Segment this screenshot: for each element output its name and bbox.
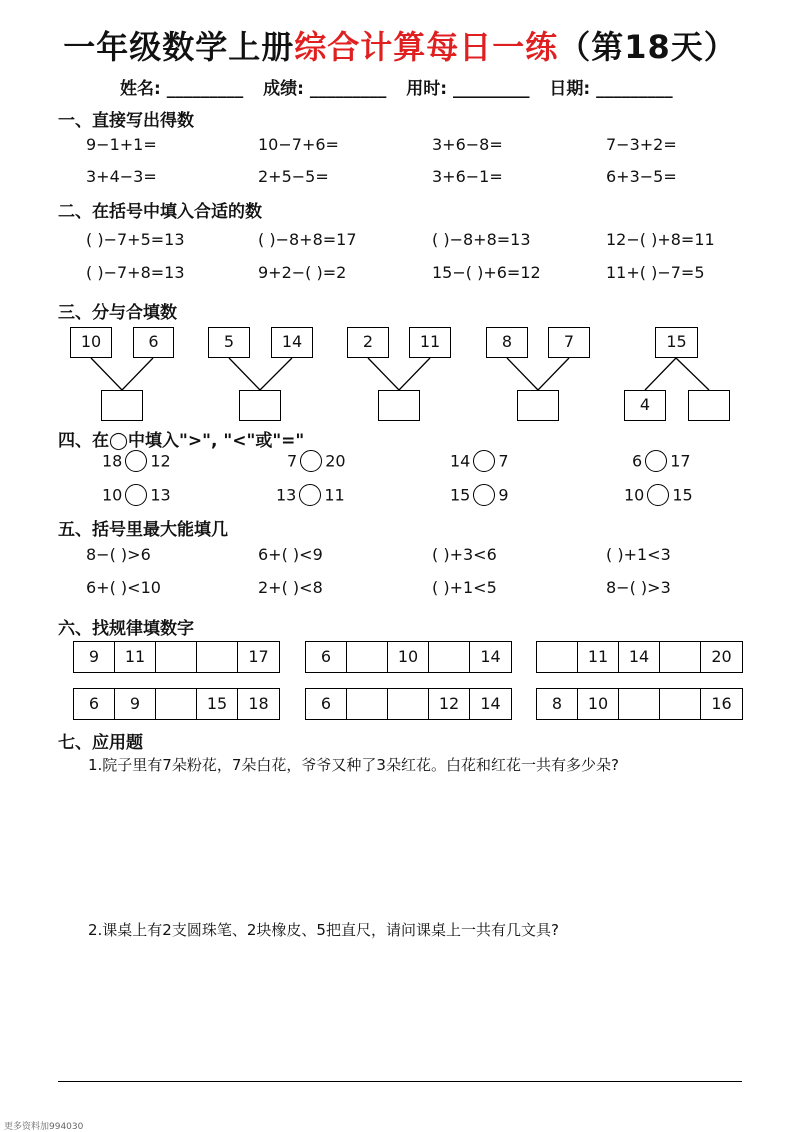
s5-q: ( )+1<5 <box>432 578 497 597</box>
split-top-box: 2 <box>347 327 389 358</box>
score-field[interactable]: 成绩: _________ <box>263 79 387 99</box>
seq-cell[interactable] <box>660 642 701 672</box>
sequence-row <box>73 641 280 673</box>
seq-cell[interactable] <box>156 642 197 672</box>
split-top-box: 10 <box>70 327 112 358</box>
word-problem-1: 1.院子里有7朵粉花，7朵白花，爷爷又种了3朵红花。白花和红花一共有多少朵? <box>88 756 619 774</box>
s2-q: ( )−7+5=13 <box>86 230 185 249</box>
section-5-heading: 五、括号里最大能填几 <box>58 520 228 540</box>
seq-cell: 6 <box>306 642 347 672</box>
seq-cell: 6 <box>306 689 347 719</box>
combine-answer-box[interactable] <box>688 390 730 421</box>
section-7-heading: 七、应用题 <box>58 733 143 753</box>
compare-item: 6 17 <box>632 451 691 471</box>
seq-cell: 9 <box>74 642 115 672</box>
split-answer-box[interactable] <box>101 390 143 421</box>
section-1-heading: 一、直接写出得数 <box>58 111 194 131</box>
seq-cell: 10 <box>388 642 429 672</box>
footer-note: 更多资料加994030 <box>4 1122 84 1132</box>
s2-q: ( )−8+8=17 <box>258 230 357 249</box>
seq-cell[interactable] <box>429 642 470 672</box>
combine-top-box: 15 <box>655 327 698 358</box>
name-field[interactable]: 姓名: _________ <box>120 79 244 99</box>
section-6-heading: 六、找规律填数字 <box>58 619 194 639</box>
split-diagram-lines <box>0 0 800 440</box>
word-problem-2: 2.课桌上有2支圆珠笔、2块橡皮、5把直尺，请问课桌上一共有几文具? <box>88 921 559 939</box>
s1-q: 3+4−3= <box>86 167 157 186</box>
compare-circle[interactable] <box>125 484 147 506</box>
s5-q: 8−( )>3 <box>606 578 671 597</box>
split-top-box: 8 <box>486 327 528 358</box>
seq-cell[interactable] <box>619 689 660 719</box>
seq-cell: 18 <box>248 694 269 713</box>
time-field[interactable]: 用时: _________ <box>406 79 530 99</box>
sequence-row <box>305 641 512 673</box>
seq-cell: 10 <box>578 689 619 719</box>
seq-cell[interactable] <box>537 642 578 672</box>
combine-part-box: 4 <box>624 390 666 421</box>
compare-circle[interactable] <box>300 450 322 472</box>
seq-cell: 6 <box>74 689 115 719</box>
split-top-box: 14 <box>271 327 313 358</box>
s5-q: 2+( )<8 <box>258 578 323 597</box>
seq-cell: 14 <box>480 647 501 666</box>
seq-cell: 12 <box>429 689 470 719</box>
compare-circle[interactable] <box>473 484 495 506</box>
seq-cell[interactable] <box>197 642 238 672</box>
seq-cell[interactable] <box>156 689 197 719</box>
s2-q: 9+2−( )=2 <box>258 263 347 282</box>
date-field[interactable]: 日期: _________ <box>549 79 673 99</box>
sequence-row <box>73 688 280 720</box>
s2-q: 15−( )+6=12 <box>432 263 541 282</box>
s5-q: 8−( )>6 <box>86 545 151 564</box>
compare-item: 10 15 <box>624 485 693 505</box>
s5-q: ( )+1<3 <box>606 545 671 564</box>
compare-item: 15 9 <box>450 485 509 505</box>
split-top-box: 6 <box>133 327 174 358</box>
s2-q: ( )−8+8=13 <box>432 230 531 249</box>
sequence-row <box>536 688 743 720</box>
title-black: 一年级数学上册 <box>63 28 295 66</box>
s5-q: ( )+3<6 <box>432 545 497 564</box>
seq-cell[interactable] <box>347 642 388 672</box>
sequence-row <box>536 641 743 673</box>
seq-cell: 11 <box>115 642 156 672</box>
compare-item: 10 13 <box>102 485 171 505</box>
title-red: 综合计算每日一练 <box>294 28 559 66</box>
seq-cell: 8 <box>537 689 578 719</box>
seq-cell: 20 <box>711 647 732 666</box>
s1-q: 3+6−8= <box>432 135 503 154</box>
split-answer-box[interactable] <box>239 390 281 421</box>
split-top-box: 11 <box>409 327 451 358</box>
compare-item: 18 12 <box>102 451 171 471</box>
s1-q: 9−1+1= <box>86 135 157 154</box>
seq-cell: 9 <box>115 689 156 719</box>
split-answer-box[interactable] <box>517 390 559 421</box>
s1-q: 3+6−1= <box>432 167 503 186</box>
seq-cell: 14 <box>480 694 501 713</box>
compare-circle[interactable] <box>473 450 495 472</box>
compare-circle[interactable] <box>647 484 669 506</box>
compare-circle[interactable] <box>125 450 147 472</box>
seq-cell: 15 <box>197 689 238 719</box>
seq-cell[interactable] <box>388 689 429 719</box>
compare-item: 13 11 <box>276 485 345 505</box>
title-day: （第18天） <box>558 28 737 66</box>
sequence-row <box>305 688 512 720</box>
section-4-heading: 四、在◯中填入">", "<"或"=" <box>58 431 305 451</box>
seq-cell: 16 <box>711 694 732 713</box>
s2-q: 12−( )+8=11 <box>606 230 715 249</box>
compare-item: 14 7 <box>450 451 509 471</box>
s2-q: ( )−7+8=13 <box>86 263 185 282</box>
s1-q: 6+3−5= <box>606 167 677 186</box>
seq-cell: 14 <box>619 642 660 672</box>
compare-circle[interactable] <box>645 450 667 472</box>
seq-cell: 17 <box>248 647 269 666</box>
s5-q: 6+( )<9 <box>258 545 323 564</box>
seq-cell: 11 <box>578 642 619 672</box>
s5-q: 6+( )<10 <box>86 578 161 597</box>
s1-q: 2+5−5= <box>258 167 329 186</box>
seq-cell[interactable] <box>347 689 388 719</box>
split-top-box: 5 <box>208 327 250 358</box>
compare-circle[interactable] <box>299 484 321 506</box>
section-3-heading: 三、分与合填数 <box>58 303 177 323</box>
bottom-rule <box>58 1081 742 1082</box>
s1-q: 10−7+6= <box>258 135 339 154</box>
split-answer-box[interactable] <box>378 390 420 421</box>
split-top-box: 7 <box>548 327 590 358</box>
compare-item: 7 20 <box>287 451 346 471</box>
s1-q: 7−3+2= <box>606 135 677 154</box>
seq-cell[interactable] <box>660 689 701 719</box>
s2-q: 11+( )−7=5 <box>606 263 705 282</box>
section-2-heading: 二、在括号中填入合适的数 <box>58 202 262 222</box>
